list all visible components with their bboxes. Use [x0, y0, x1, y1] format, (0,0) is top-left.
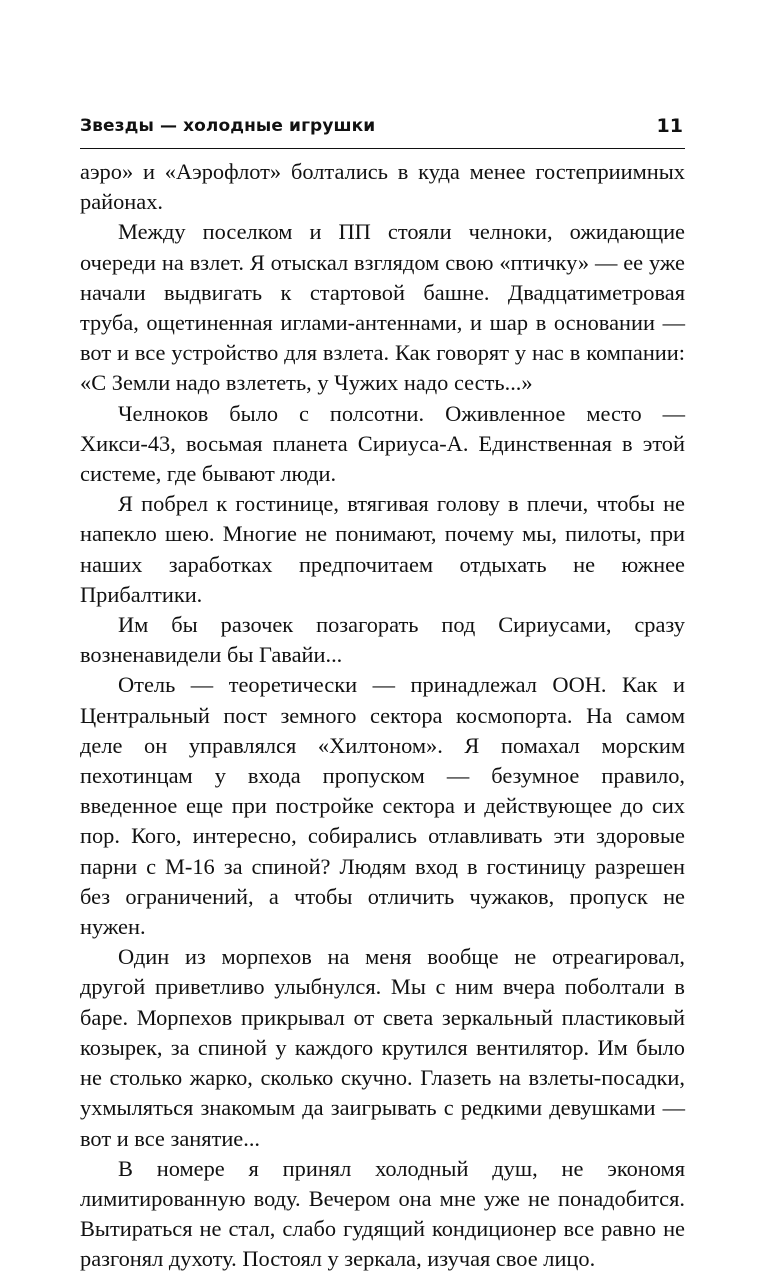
running-title: Звезды — холодные игрушки: [80, 116, 376, 136]
paragraph: аэро» и «Аэрофлот» болтались в куда менее гостеприимных районах.: [80, 159, 685, 215]
running-header: [80, 112, 685, 149]
paragraph: Один из морпехов на меня вообще не отреагировал, другой приветливо улыбнулся. Мы с ним вчера поболтали в баре. Морпехов прикрывал от света зеркальный пластиковый козырек, за спиной у каждого крутился вентилятор. Им было не столько жарко, сколько скучно. Глазеть на взлеты-посадки, ухмыляться знакомым да заигрывать с редкими девушками — вот и все занятие...: [80, 944, 685, 1151]
paragraph: Я побрел к гостинице, втягивая голову в плечи, чтобы не напекло шею. Многие не понимают, почему мы, пилоты, при наших заработках предпочитаем отдыхать не южнее Прибалтики.: [80, 491, 685, 607]
page-number: 11: [656, 115, 683, 137]
paragraph: Отель — теоретически — принадлежал ООН. Как и Центральный пост земного сектора космопорта. На самом деле он управлялся «Хилтоном». Я помахал морским пехотинцам у входа пропуском — безумное правило, введенное еще при постройке сектора и действующее до сих пор. Кого, интересно, собирались отлавливать эти здоровые парни с М-16 за спиной? Людям вход в гостиницу разрешен без ограничений, а чтобы отличить чужаков, пропуск не нужен.: [80, 672, 685, 940]
body-text: [80, 157, 685, 1275]
paragraph: В номере я принял холодный душ, не экономя лимитированную воду. Вечером она мне уже не понадобится. Вытираться не стал, слабо гудящий кондиционер все равно не разгонял духоту. Постоял у зеркала, изучая свое лицо.: [80, 1155, 685, 1272]
paragraph: Челноков было с полсотни. Оживленное место — Хикси-43, восьмая планета Сириуса-А. Единственная в этой системе, где бывают люди.: [80, 400, 685, 487]
paragraph: Между поселком и ПП стояли челноки, ожидающие очереди на взлет. Я отыскал взглядом свою «птичку» — ее уже начали выдвигать к стартовой башне. Двадцатиметровая труба, ощетиненная иглами-антеннами, и шар в основании — вот и все устройство для взлета. Как говорят у нас в компании: «С Земли надо взлететь, у Чужих надо сесть...»: [80, 219, 685, 396]
paragraph: Им бы разочек позагорать под Сириусами, сразу возненавидели бы Гавайи...: [80, 612, 685, 668]
